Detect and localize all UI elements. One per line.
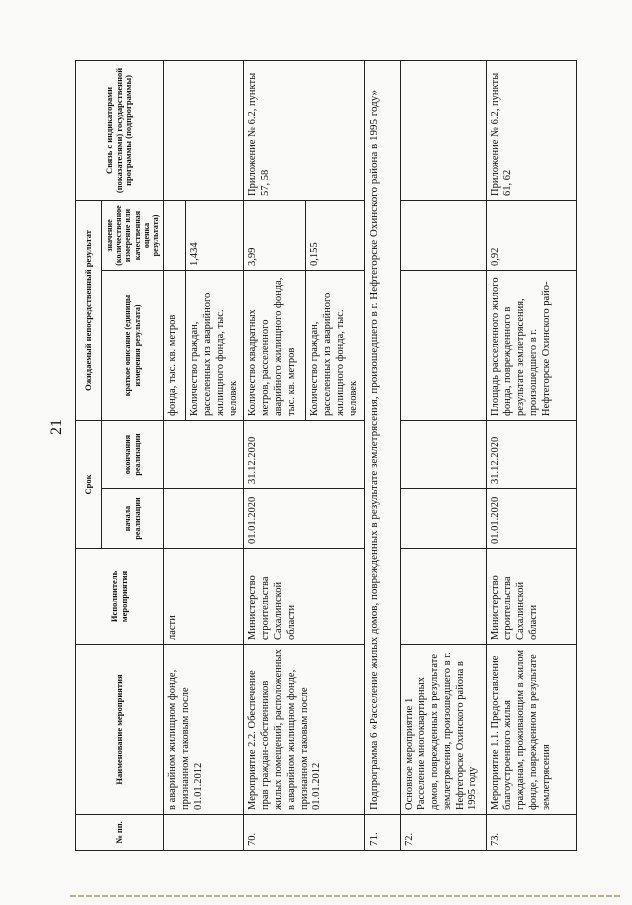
r72-value [400,200,486,270]
cont-value-2: 1,434 [186,200,244,270]
r70-num: 70. [244,815,364,851]
header-executor: Исполнитель мероприятия [76,549,164,645]
r72-executor [400,549,486,645]
r73-name: Мероприятие 1.1. Предоставление благоустроенного жилья гражданам, проживающим в жилом фонде, поврежденном в результате землетрясения [486,645,576,815]
cont-start [164,489,244,549]
r70-name: Мероприятие 2.2. Обеспечение прав граждан-собственников жилых помещений, расположенных в аварийном жилищном фонде, признанном таковым после 01.01.2012 [244,645,364,815]
r73-executor: Министерство строительства Сахалинской области [486,549,576,645]
header-value: значение (количественное измерение или качественная оценка результата) [102,200,164,270]
header-end: окончания реализации [102,420,164,488]
r70-brief-1: Количество квадратных метров, расселенного аварийного жилищного фонда, тыс. кв. метров [244,270,306,420]
header-link: Связь с индикаторами (показателями) государственной программы (подпрограммы) [76,60,164,200]
r72-end [400,420,486,488]
r70-end: 31.12.2020 [244,420,364,488]
r70-executor: Министерство строительства Сахалинской области [244,549,364,645]
cont-end [164,420,244,488]
page-number: 21 [48,419,65,435]
rotated-table-container [75,61,555,851]
r71-subprogram: Подпрограмма 6 «Расселение жилых домов, поврежденных в результате землетрясения, произошедшего в г. Нефтегорске Охинского района в 1995 году» [364,60,400,814]
r73-brief-1: Площадь расселенного жилого фонда, поврежденного в результате землетрясения, произошедшего в г. Нефтегорске Охинского райо- [486,270,576,420]
header-name: Наименование мероприятия [76,645,164,815]
r70-start: 01.01.2020 [244,489,364,549]
cont-name: в аварийном жилищном фонде, признанном таковым после 01.01.2012 [164,645,244,815]
header-expected: Ожидаемый непосредственный результат [76,200,102,420]
scan-edge-line [70,895,620,897]
cont-value-1 [164,200,186,270]
r72-name: Основное мероприятие 1 Расселение многоквартирных домов, поврежденных в результате землетрясения, произошедшего в г. Нефтегорске Охинского района в 1995 году [400,645,486,815]
r73-link: Приложение № 6.2, пункты 61, 62 [486,60,576,200]
header-term: Срок [76,420,102,548]
r70-value-1: 3,99 [244,200,306,270]
header-start: начала реализации [102,489,164,549]
r72-link [400,60,486,200]
r70-brief-2: Количество граждан, расселенных из аварийного жилищного фонда, тыс. человек [306,270,364,420]
cont-executor: ласти [164,549,244,645]
header-num: № пп. [76,815,164,851]
header-brief: краткое описание (единицы измерения результата) [102,270,164,420]
r73-num: 73. [486,815,576,851]
r72-num: 72. [400,815,486,851]
r73-value-1: 0,92 [486,200,576,270]
r73-end: 31.12.2020 [486,420,576,488]
r72-start [400,489,486,549]
r73-start: 01.01.2020 [486,489,576,549]
r70-link: Приложение № 6.2, пункты 57, 58 [244,60,364,200]
cont-brief-2: Количество граждан, расселенных из аварийного жилищного фонда, тыс. человек [186,270,244,420]
r72-brief [400,270,486,420]
measures-table [75,60,577,851]
cont-link [164,60,244,200]
r71-num: 71. [364,815,400,851]
cont-num [164,815,244,851]
r70-value-2: 0,155 [306,200,364,270]
cont-brief-1: фонда, тыс. кв. метров [164,270,186,420]
